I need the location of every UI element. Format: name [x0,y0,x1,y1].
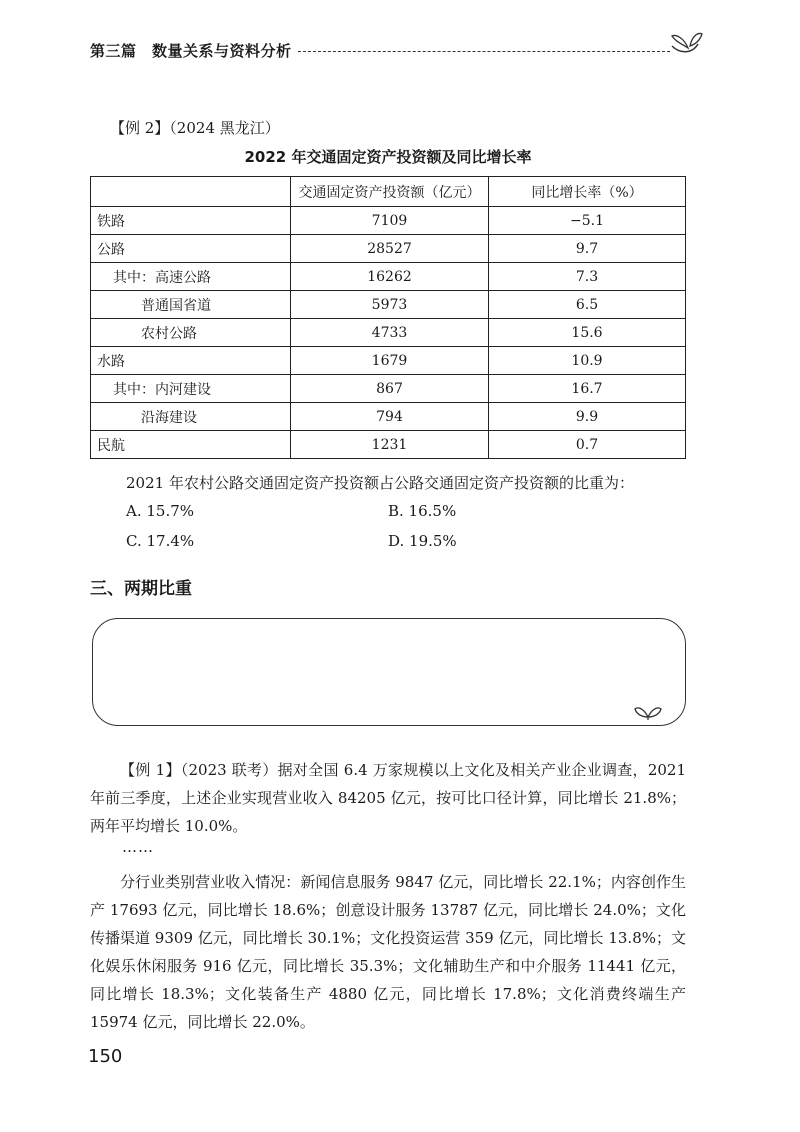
row-value: 1231 [291,431,489,459]
header-divider [298,51,670,52]
row-rate: 9.9 [489,403,686,431]
row-rate: 16.7 [489,375,686,403]
page-header [90,34,700,64]
table-title: 2022 年交通固定资产投资额及同比增长率 [244,148,532,166]
table-row [91,375,686,403]
row-rate: 6.5 [489,291,686,319]
sprout-icon [668,28,704,60]
section-heading: 三、两期比重 [90,579,192,599]
table-row [91,431,686,459]
column-header-blank [91,177,291,207]
chapter-title: 第三篇 数量关系与资料分析 [90,42,292,60]
table-row [91,319,686,347]
row-label: 水路 [91,347,291,375]
example-1-text: 【例 1】（2023 联考）据对全国 6.4 万家规模以上文化及相关产业企业调查，2021 年前三季度，上述企业实现营业收入 84205 亿元，按可比口径计算，同比增长 21.8%；两年平均增长 10.0%。 [90,761,686,835]
column-header-growth: 同比增长率（%） [489,177,686,207]
row-rate: 7.3 [489,263,686,291]
investment-table [90,176,686,459]
row-value: 4733 [291,319,489,347]
table-row [91,403,686,431]
example-1-paragraph [90,756,686,840]
table-row [91,347,686,375]
row-label: 其中：高速公路 [91,263,291,291]
table-row [91,235,686,263]
row-value: 28527 [291,235,489,263]
table-row [91,207,686,235]
example-2-label: 【例 2】（2024 黑龙江） [110,119,280,137]
page-number: 150 [88,1046,123,1067]
row-rate: 10.9 [489,347,686,375]
question-text: 2021 年农村公路交通固定资产投资额占公路交通固定资产投资额的比重为： [126,474,634,492]
column-header-investment: 交通固定资产投资额（亿元） [291,177,489,207]
notes-box [92,618,686,726]
table-row [91,263,686,291]
row-value: 16262 [291,263,489,291]
row-label: 农村公路 [91,319,291,347]
row-value: 1679 [291,347,489,375]
row-label: 公路 [91,235,291,263]
row-label: 其中：内河建设 [91,375,291,403]
leaf-icon [633,703,663,721]
row-label: 沿海建设 [91,403,291,431]
ellipsis: …… [122,838,154,856]
option-b: B. 16.5% [388,502,457,520]
row-rate: −5.1 [489,207,686,235]
industry-text: 分行业类别营业收入情况：新闻信息服务 9847 亿元，同比增长 22.1%；内容创作生产 17693 亿元，同比增长 18.6%；创意设计服务 13787 亿元，同比增长 24.0%；文化传播渠道 9309 亿元，同比增长 30.1%；文化投资运营 359 亿元，同比增长 13.8%；文化娱乐休闲服务 916 亿元，同比增长 35.3%；文化辅助生产和中介服务 11441 亿元，同比增长 18.3%；文化装备生产 4880 亿元，同比增长 17.8%；文化消费终端生产 15974 亿元，同比增长 22.0%。 [90,873,686,1031]
row-rate: 15.6 [489,319,686,347]
row-label: 铁路 [91,207,291,235]
row-rate: 0.7 [489,431,686,459]
table-header-row [91,177,686,207]
option-a: A. 15.7% [126,502,195,520]
industry-paragraph [90,868,686,1036]
row-value: 5973 [291,291,489,319]
table-row [91,291,686,319]
row-label: 普通国省道 [91,291,291,319]
row-value: 867 [291,375,489,403]
row-rate: 9.7 [489,235,686,263]
row-value: 794 [291,403,489,431]
option-d: D. 19.5% [388,532,457,550]
row-label: 民航 [91,431,291,459]
row-value: 7109 [291,207,489,235]
option-c: C. 17.4% [126,532,195,550]
